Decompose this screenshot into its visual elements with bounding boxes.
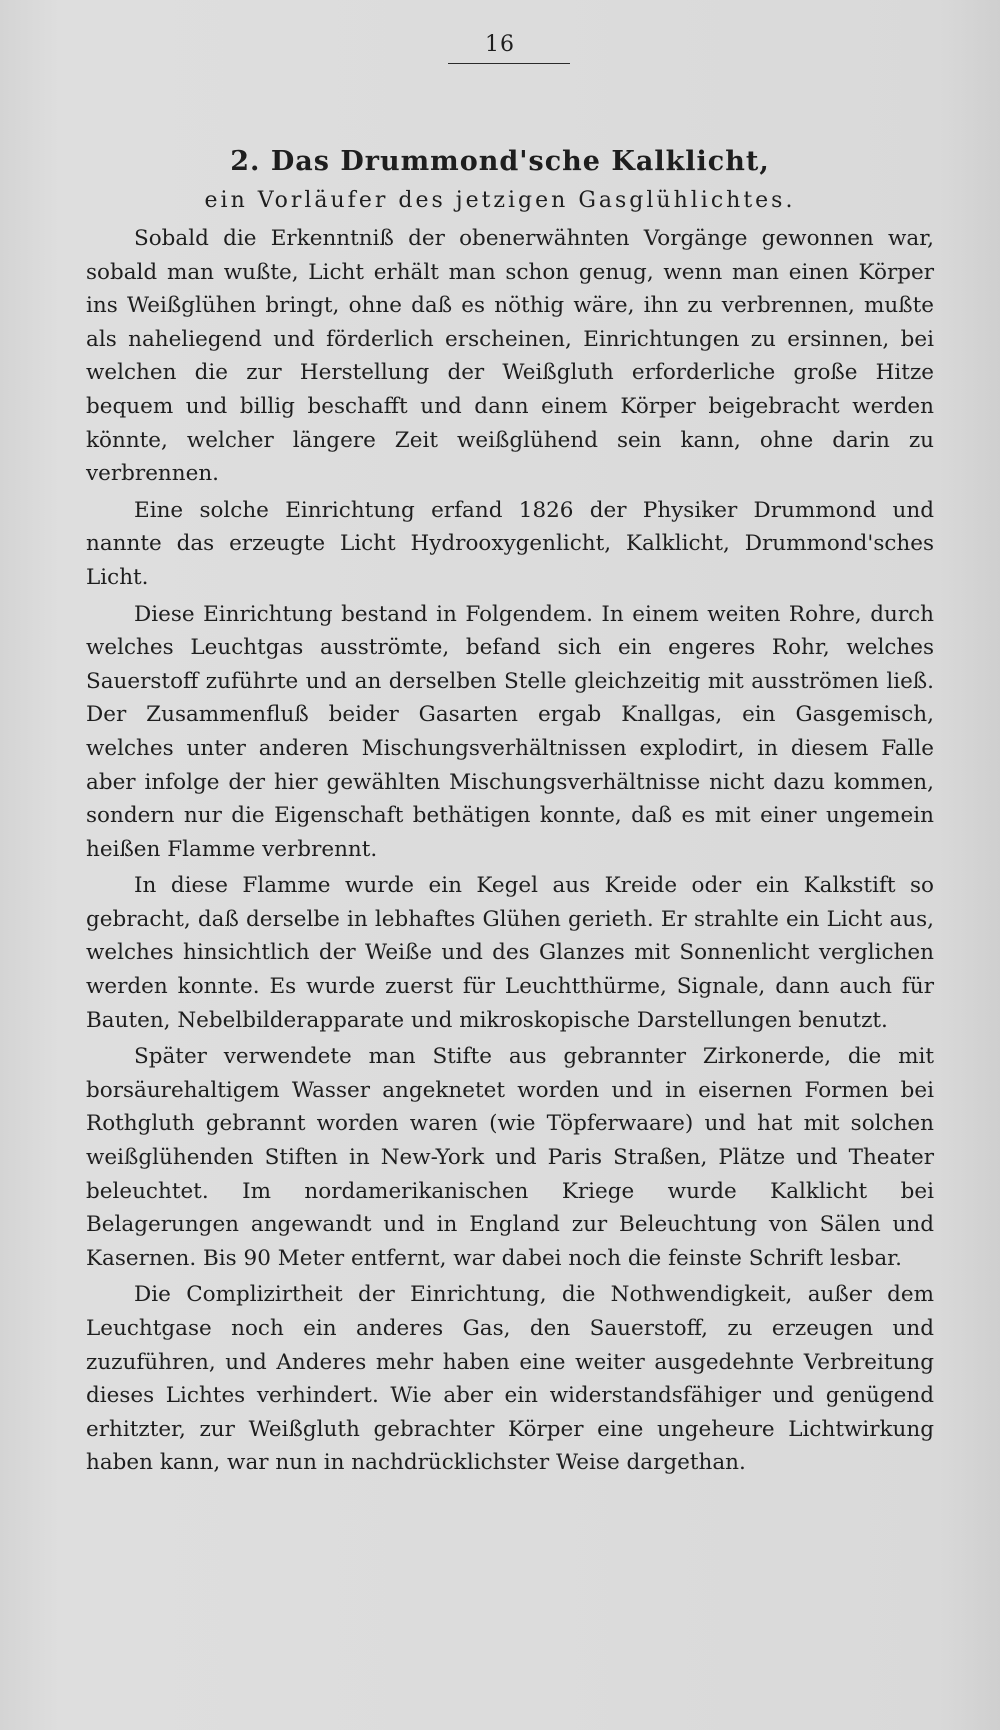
page-number-rule xyxy=(448,63,570,64)
section-subtitle: ein Vorläufer des jetzigen Gasglühlichtes. xyxy=(204,188,796,213)
paragraph: Diese Einrichtung bestand in Folgendem. In einem weiten Rohre, durch welches Leuchtgas ausströmte, befand sich ein engeres Rohr, welches Sauerstoff zuführte und an derselben Stelle gleichzeitig mit ausströmen ließ. Der Zusammenfluß beider Gasarten ergab Knallgas, ein Gasgemisch, welches unter anderen Mischungsverhältnissen explodirt, in diesem Falle aber infolge der hier gewählten Mischungsverhältnisse nicht dazu kommen, sondern nur die Eigenschaft bethätigen konnte, daß es mit einer ungemein heißen Flamme verbrennt. xyxy=(86,601,934,862)
paragraph: Die Complizirtheit der Einrichtung, die Nothwendigkeit, außer dem Leuchtgase noch ein anderes Gas, den Sauerstoff, zu erzeugen und zuzuführen, und Anderes mehr haben eine weiter ausgedehnte Verbreitung dieses Lichtes verhindert. Wie aber ein widerstandsfähiger und genügend erhitzter, zur Weißgluth gebrachter Körper eine ungeheure Lichtwirkung haben kann, war nun in nachdrücklichster Weise dargethan. xyxy=(86,1282,934,1476)
paragraph: Später verwendete man Stifte aus gebrannter Zirkonerde, die mit borsäurehaltigem Wasser angeknetet worden und in eisernen Formen bei Rothgluth gebrannt worden waren (wie Töpferwaare) und hat mit solchen weißglühenden Stiften in New-York und Paris Straßen, Plätze und Theater beleuchtet. Im nordamerikanischen Kriege wurde Kalklicht bei Belagerungen angewandt und in England zur Beleuchtung von Sälen und Kasernen. Bis 90 Meter entfernt, war dabei noch die feinste Schrift lesbar. xyxy=(86,1044,934,1271)
body-text xyxy=(86,222,934,1480)
paragraph: In diese Flamme wurde ein Kegel aus Kreide oder ein Kalkstift so gebracht, daß derselbe in lebhaftes Glühen gerieth. Er strahlte ein Licht aus, welches hinsichtlich der Weiße und des Glanzes mit Sonnenlicht verglichen werden konnte. Es wurde zuerst für Leuchtthürme, Signale, dann auch für Bauten, Nebelbilderapparate und mikroskopische Darstellungen benutzt. xyxy=(86,873,934,1033)
page-number: 16 xyxy=(485,32,515,57)
paragraph: Eine solche Einrichtung erfand 1826 der Physiker Drummond und nannte das erzeugte Licht Hydrooxygenlicht, Kalklicht, Drummond'sches Licht. xyxy=(86,497,934,590)
paragraph: Sobald die Erkenntniß der obenerwähnten Vorgänge gewonnen war, sobald man wußte, Licht erhält man schon genug, wenn man einen Körper ins Weißglühen bringt, ohne daß es nöthig wäre, ihn zu verbrennen, mußte als naheliegend und förderlich erscheinen, Einrichtungen zu ersinnen, bei welchen die zur Herstellung der Weißgluth erforderliche große Hitze bequem und billig beschafft und dann einem Körper beigebracht werden könnte, welcher längere Zeit weißglühend sein kann, ohne darin zu verbrennen. xyxy=(86,226,934,487)
section-title: 2. Das Drummond'sche Kalklicht, xyxy=(230,146,770,177)
